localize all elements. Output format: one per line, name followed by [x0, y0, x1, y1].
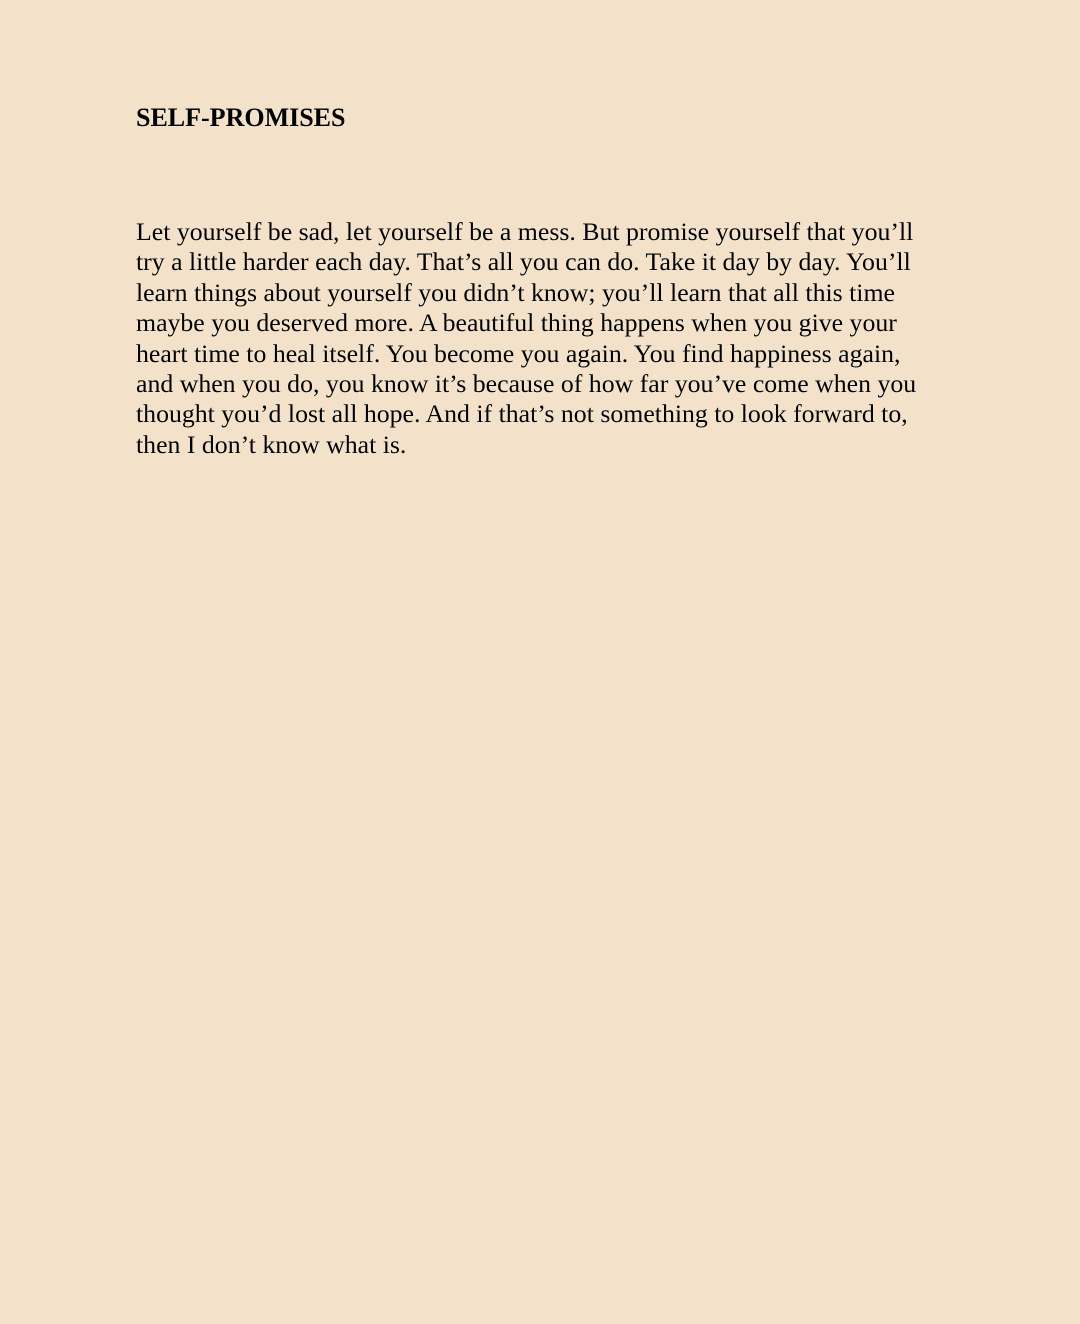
- page-title: SELF-PROMISES: [136, 103, 346, 132]
- paragraph-line: heart time to heal itself. You become you again. You find happiness again,: [136, 338, 901, 368]
- paragraph-line: then I don’t know what is.: [136, 429, 407, 459]
- paragraph-line: thought you’d lost all hope. And if that’s not something to look forward to,: [136, 399, 908, 429]
- paragraph-line: Let yourself be sad, let yourself be a mess. But promise yourself that you’ll: [136, 217, 914, 246]
- paragraph-line: try a little harder each day. That’s all you can do. Take it day by day. You’ll: [136, 247, 911, 277]
- paragraph-line: learn things about yourself you didn’t know; you’ll learn that all this time: [136, 277, 895, 307]
- paragraph-line: and when you do, you know it’s because of how far you’ve come when you: [136, 369, 917, 399]
- paragraph-line: maybe you deserved more. A beautiful thing happens when you give your: [136, 308, 897, 338]
- body-paragraph: [136, 217, 956, 460]
